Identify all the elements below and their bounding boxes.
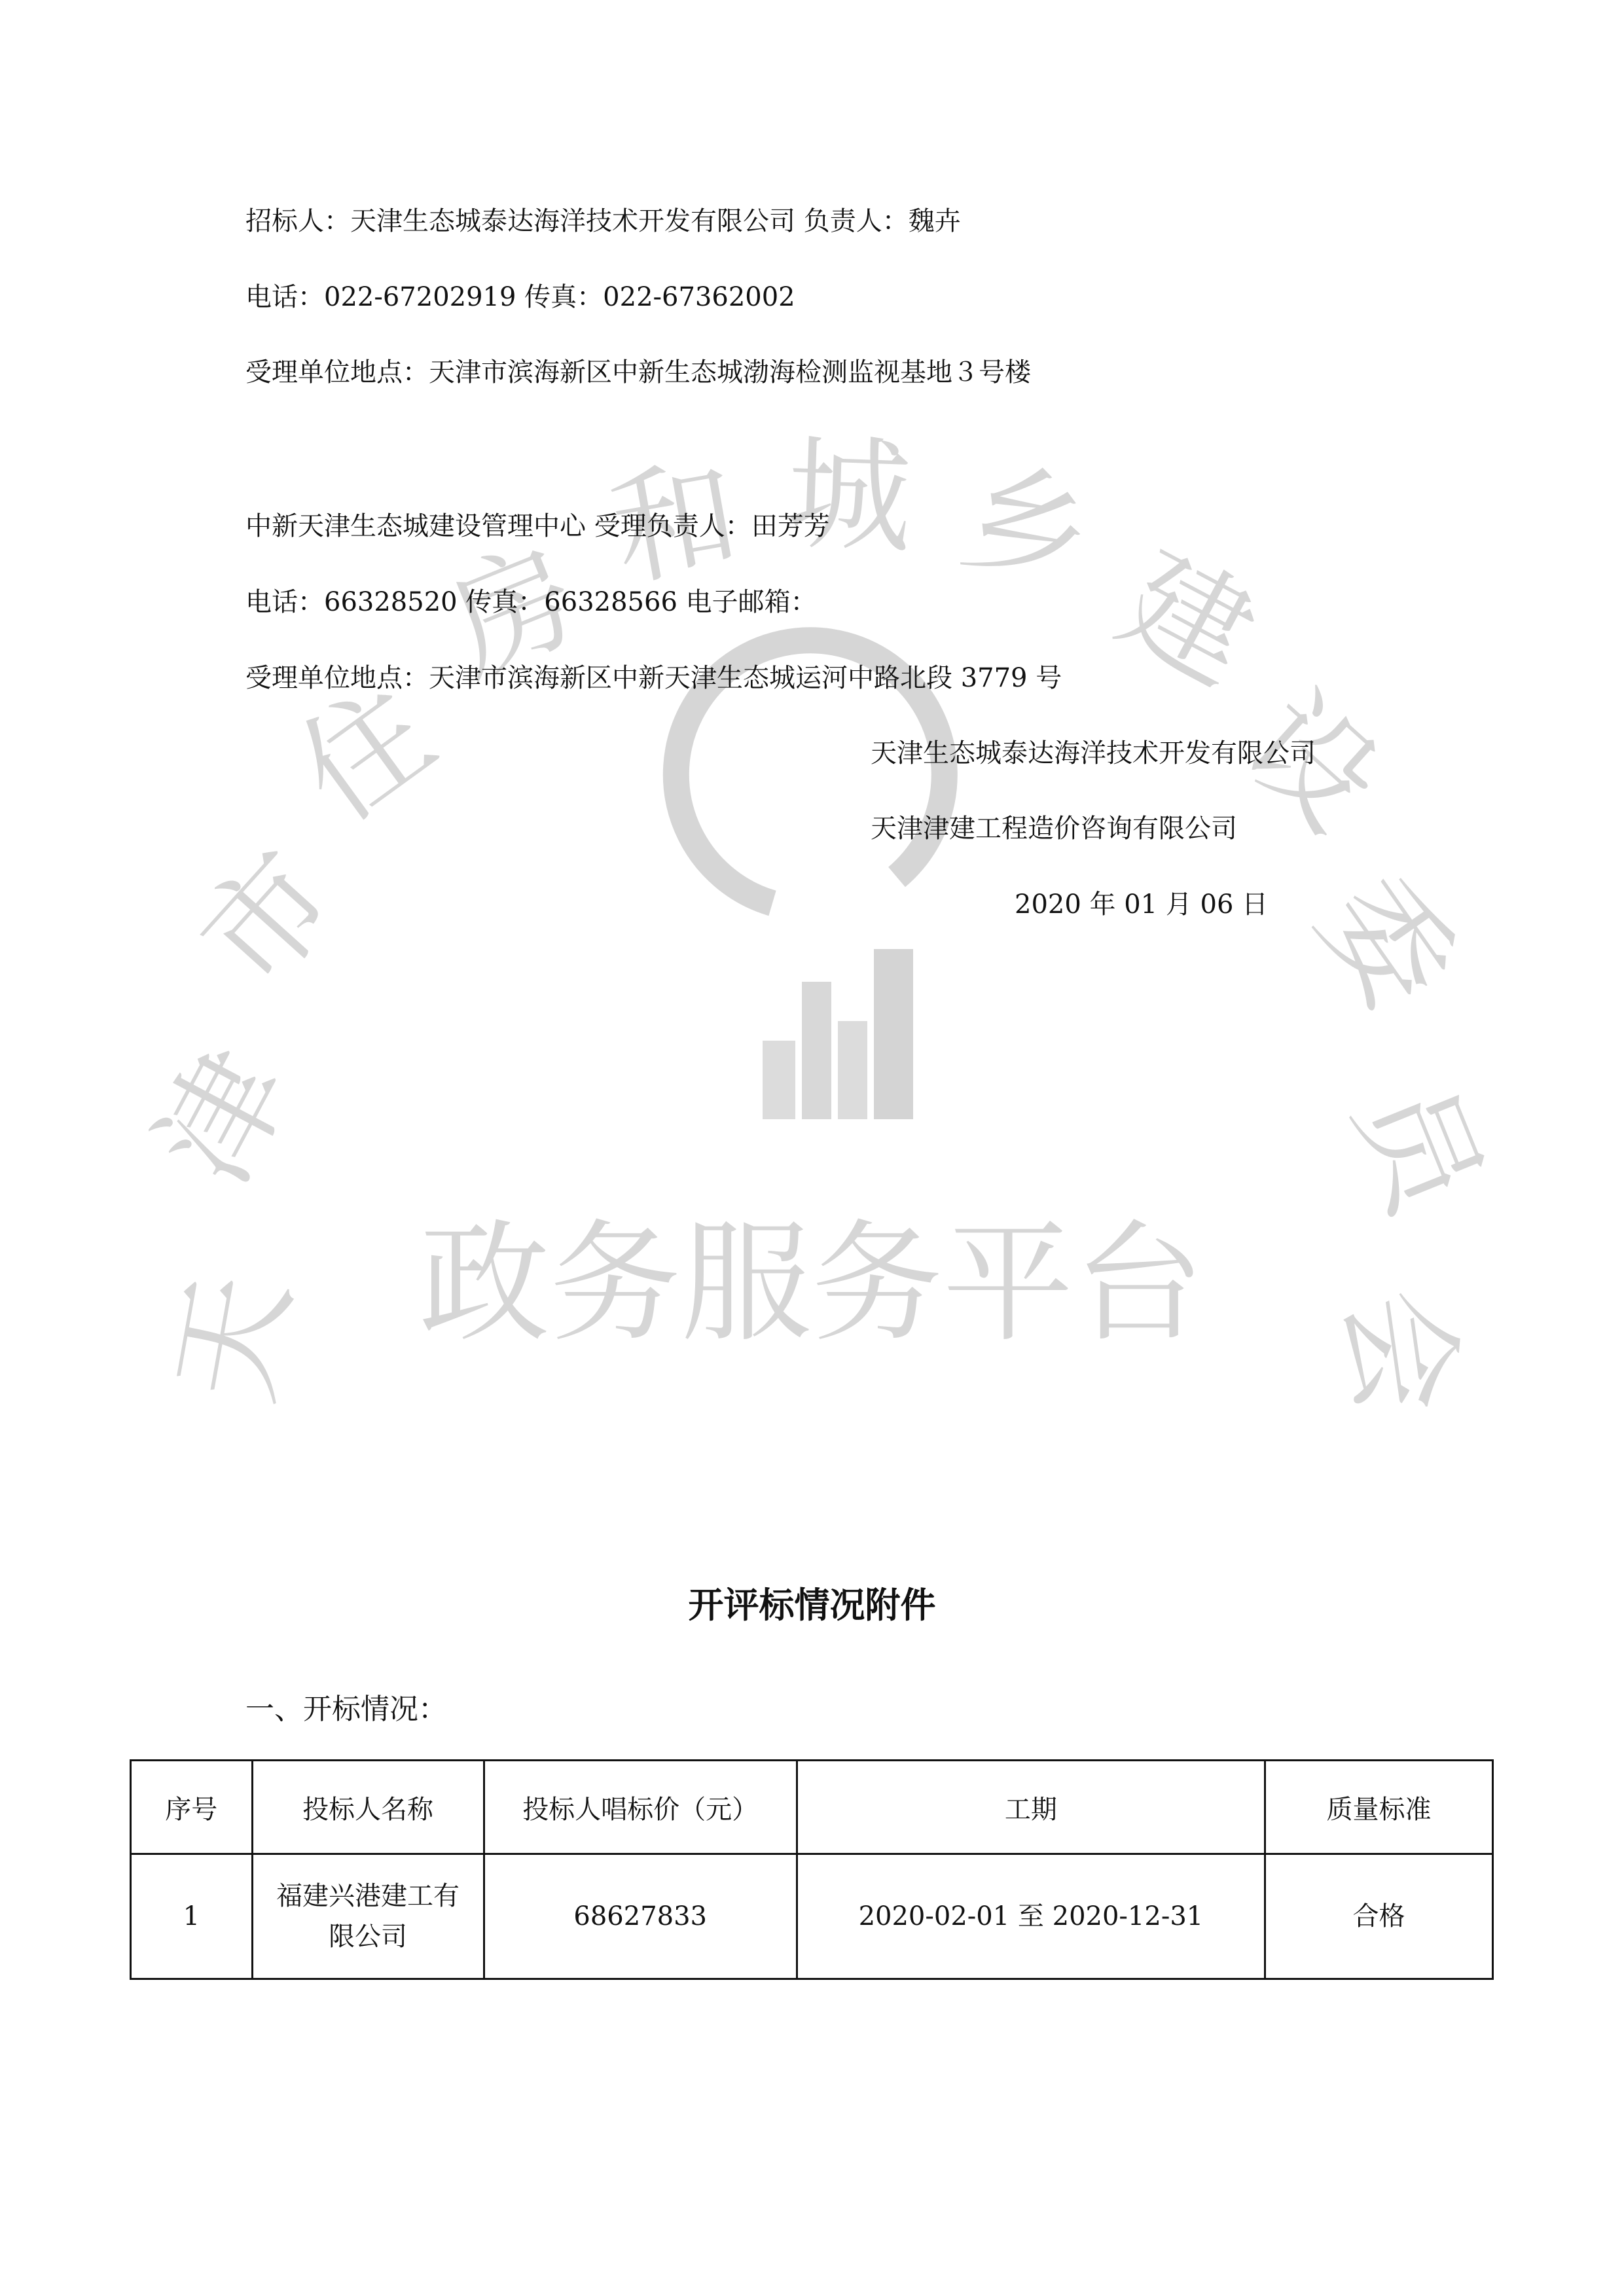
authority-contact: 电话：66328520 传真：66328566 电子邮箱：	[245, 587, 817, 617]
table-row	[131, 1854, 1493, 1979]
signature-date: 2020 年 01 月 06 日	[1015, 889, 1269, 920]
wm-char-10: 设	[1217, 667, 1407, 858]
header-no: 序号	[131, 1761, 253, 1854]
bid-table	[130, 1759, 1494, 1980]
cell-quality: 合格	[1265, 1854, 1492, 1979]
cell-period: 2020-02-01 至 2020-12-31	[797, 1854, 1265, 1979]
attachment-title: 开评标情况附件	[688, 1585, 936, 1626]
wm-char-2: 津	[130, 1027, 317, 1206]
header-quality: 质量标准	[1265, 1761, 1492, 1854]
wm-char-12: 员	[1327, 1063, 1509, 1233]
wm-char-7: 城	[784, 422, 914, 571]
authority-address: 受理单位地点：天津市滨海新区中新天津生态城运河中路北段 3779 号	[245, 663, 1062, 693]
wm-char-1: 天	[151, 1265, 316, 1412]
authority-line: 中新天津生态城建设管理中心 受理负责人：田芳芳	[245, 511, 830, 541]
cell-bidder-line-1: 福建兴港建工有	[276, 1881, 460, 1911]
wm-char-6: 和	[602, 440, 749, 605]
watermark-arc-text	[131, 422, 1511, 1423]
header-bidder: 投标人名称	[252, 1761, 484, 1854]
header-price: 投标人唱标价（元）	[484, 1761, 797, 1854]
watermark-platform-text: 政务服务平台	[418, 1208, 1205, 1360]
section-heading: 一、开标情况：	[245, 1693, 447, 1726]
table-header-row	[131, 1761, 1493, 1854]
tenderer-line: 招标人：天津生态城泰达海洋技术开发有限公司 负责人：魏卉	[245, 206, 961, 236]
header-period: 工期	[797, 1761, 1265, 1854]
signature-company-2: 天津津建工程造价咨询有限公司	[871, 814, 1237, 844]
wm-char-9: 建	[1098, 526, 1277, 713]
wm-char-13: 会	[1319, 1280, 1480, 1424]
cell-bidder	[252, 1854, 484, 1979]
signature-company-1: 天津生态城泰达海洋技术开发有限公司	[871, 738, 1316, 768]
cell-price: 68627833	[484, 1854, 797, 1979]
watermark-emblem	[676, 640, 945, 1119]
cell-bidder-line-2: 限公司	[329, 1922, 408, 1952]
cell-no: 1	[131, 1854, 253, 1979]
wm-char-4: 住	[272, 658, 459, 849]
wm-char-11: 委	[1291, 850, 1482, 1035]
wm-char-8: 乡	[948, 441, 1106, 614]
tenderer-address: 受理单位地点：天津市滨海新区中新生态城渤海检测监视基地３号楼	[245, 357, 1031, 387]
tenderer-contact: 电话：022-67202919 传真：022-67362002	[245, 282, 795, 312]
wm-char-5: 房	[428, 520, 598, 702]
wm-char-3: 市	[173, 825, 364, 1015]
